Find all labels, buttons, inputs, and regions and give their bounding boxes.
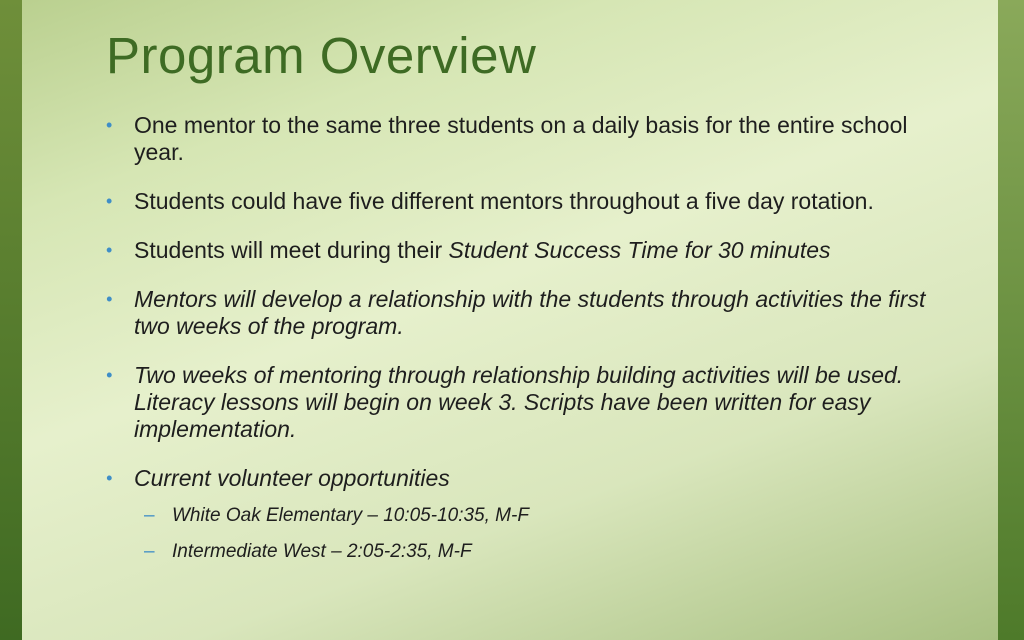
subbullet-list	[104, 504, 934, 564]
bullet-text-italic: Two weeks of mentoring through relationship building activities will be used. Literacy lessons will begin on week 3. Scripts have been written for easy implementation.	[134, 362, 904, 442]
slide-title: Program Overview	[106, 27, 537, 84]
bullet-marker: •	[106, 289, 113, 309]
bullet-text-italic: Current volunteer opportunities	[134, 465, 450, 491]
bullet-marker: •	[106, 191, 113, 211]
slide-content	[104, 112, 934, 576]
bullet-text-italic: Mentors will develop a relationship with the students through activities the first two weeks of the program.	[134, 286, 926, 339]
subbullet-marker: –	[144, 541, 155, 562]
subbullet-text: Intermediate West – 2:05-2:35, M-F	[172, 541, 472, 562]
bullet-1	[104, 112, 934, 166]
bullet-text-italic: Student Success Time for 30 minutes	[448, 237, 831, 263]
subbullet-text: White Oak Elementary – 10:05-10:35, M-F	[172, 505, 529, 526]
bullet-marker: •	[106, 365, 113, 385]
bullet-3	[104, 237, 934, 264]
left-accent-bar	[0, 0, 22, 640]
subbullet-marker: –	[144, 505, 155, 526]
bullet-4	[104, 286, 934, 340]
bullet-2	[104, 188, 934, 215]
bullet-text: One mentor to the same three students on a daily basis for the entire school year.	[134, 112, 908, 165]
subbullet-1	[104, 504, 934, 528]
bullet-text: Students will meet during their	[134, 237, 449, 263]
bullet-5	[104, 362, 934, 443]
bullet-marker: •	[106, 468, 113, 488]
right-accent-bar	[998, 0, 1024, 640]
bullet-marker: •	[106, 240, 113, 260]
subbullet-2	[104, 540, 934, 564]
bullet-6	[104, 465, 934, 492]
bullet-marker: •	[106, 115, 113, 135]
bullet-text: Students could have five different mentors throughout a five day rotation.	[134, 188, 874, 214]
